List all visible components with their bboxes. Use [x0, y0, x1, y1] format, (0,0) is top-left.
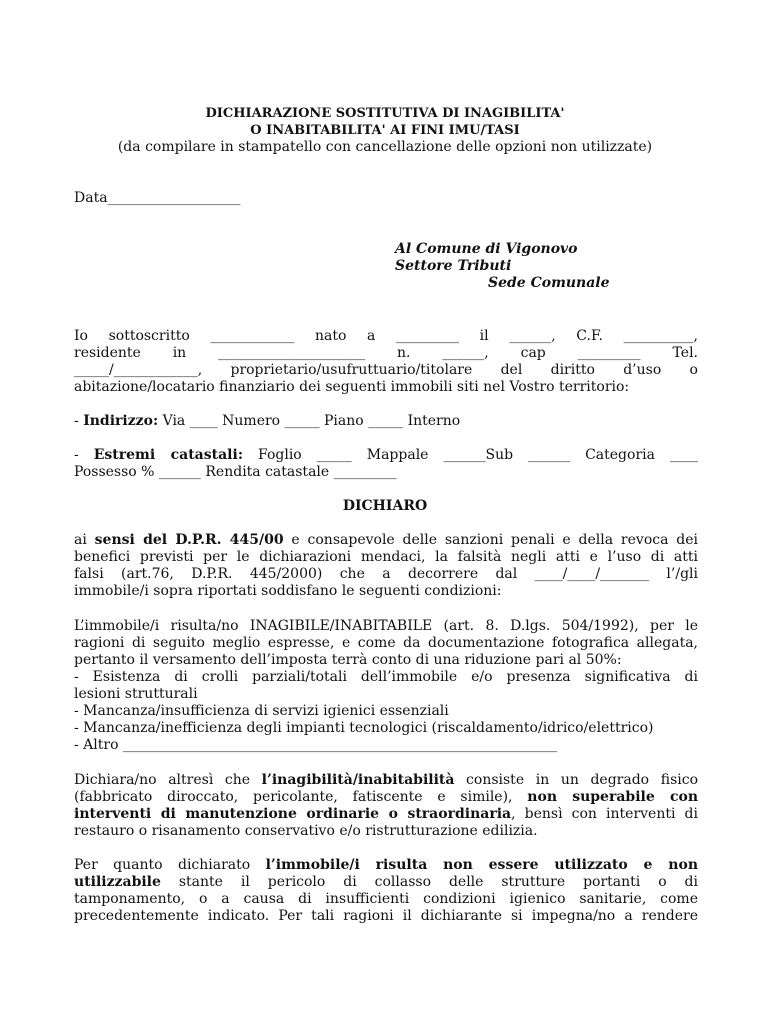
para3-text: consiste in un degrado fisico: [454, 772, 698, 788]
title-line-2: O INABITABILITA' AI FINI IMU/TASI: [250, 123, 520, 138]
para3-line-3: [74, 806, 698, 823]
para1-line-3: falsi (art.76, D.P.R. 445/2000) che a decorrere dal ____/____/_______ l’/gli: [74, 566, 698, 582]
recipient-line-3: Sede Comunale: [488, 275, 610, 291]
declare-heading: DICHIARO: [342, 498, 428, 514]
cadastral-line-1: [74, 447, 698, 464]
para4-line-4: precedentemente indicato. Per tali ragioni il dichiarante si impegna/no a rendere: [74, 908, 698, 924]
para4-bold: l’immobile/i risulta non essere utilizzato e non: [265, 857, 698, 873]
para2-line-7: - Mancanza/inefficienza degli impianti tecnologici (riscaldamento/idrico/elettrico): [74, 720, 654, 736]
para4-line-1: [74, 857, 698, 874]
personal-line-1: Io sottoscritto ____________ nato a _________ il ______, C.F. __________,: [74, 328, 698, 344]
para3-line-1: [74, 772, 698, 789]
address-fields: Via ____ Numero _____ Piano _____ Interno: [158, 413, 461, 429]
para3-text: (fabbricato diroccato, pericolante, fatiscente e simile),: [74, 789, 528, 805]
para2-line-8: - Altro ______________________________________________________________: [74, 737, 557, 753]
para1-bold: sensi del D.P.R. 445/00: [94, 532, 284, 548]
para2-line-2: ragioni di seguito meglio espresse, e come da documentazione fotografica allegata,: [74, 635, 698, 651]
para3-bold: interventi di manutenzione ordinarie o straordinaria: [74, 806, 512, 822]
para3-line-4: restauro o risanamento conservativo e/o ristrutturazione edilizia.: [74, 823, 538, 839]
para3-text: , bensì con interventi di: [511, 806, 698, 822]
para1-line-1: [74, 532, 698, 549]
para3-line-2: [74, 789, 698, 806]
personal-line-3: _____/____________, proprietario/usufruttuario/titolare del diritto d’uso o: [74, 362, 698, 378]
para4-text: Per quanto dichiarato: [74, 857, 266, 873]
para1-line-2: benefici previsti per le dichiarazioni mendaci, la falsità negli atti e l’uso di atti: [74, 549, 698, 565]
date-field: Data___________________: [74, 190, 241, 206]
para2-line-6: - Mancanza/insufficienza di servizi igienici essenziali: [74, 703, 449, 719]
cadastral-prefix: -: [74, 447, 94, 463]
para3-text: Dichiara/no altresì che: [74, 772, 262, 788]
para3-bold: non superabile con: [527, 789, 698, 805]
para4-text: stante il pericolo di collasso delle strutture portanti o di: [160, 874, 698, 890]
para1-text: ai: [74, 532, 95, 548]
address-prefix: -: [74, 413, 84, 429]
para2-line-5: lesioni strutturali: [74, 686, 198, 702]
address-label: Indirizzo:: [83, 413, 159, 429]
para3-bold: l’inagibilità/inabitabilità: [261, 772, 455, 788]
personal-line-4: abitazione/locatario finanziario dei seguenti immobili siti nel Vostro territorio:: [74, 379, 630, 395]
para4-bold: utilizzabile: [74, 874, 161, 890]
recipient-line-2: Settore Tributi: [395, 258, 512, 274]
para2-line-4: - Esistenza di crolli parziali/totali dell’immobile e/o presenza significativa di: [74, 669, 698, 685]
para2-line-3: pertanto il versamento dell’imposta terrà conto di una riduzione pari al 50%:: [74, 652, 622, 668]
para2-line-1: L’immobile/i risulta/no INAGIBILE/INABITABILE (art. 8. D.lgs. 504/1992), per le: [74, 618, 698, 634]
recipient-line-1: Al Comune di Vigonovo: [395, 241, 578, 257]
para1-text: e consapevole delle sanzioni penali e della revoca dei: [283, 532, 699, 548]
subtitle: (da compilare in stampatello con cancellazione delle opzioni non utilizzate): [117, 139, 653, 155]
cadastral-label: Estremi catastali:: [93, 447, 243, 463]
personal-line-2: residente in _____________________ n. ______, cap _________ Tel.: [74, 345, 698, 361]
address-line: [74, 413, 698, 430]
cadastral-fields: Foglio _____ Mappale ______Sub ______ Categoria ____: [242, 447, 698, 463]
para4-line-2: [74, 874, 698, 891]
para1-line-4: immobile/i sopra riportati soddisfano le seguenti condizioni:: [74, 583, 502, 599]
para4-line-3: tamponamento, o a causa di insufficienti condizioni igienico sanitarie, come: [74, 891, 698, 907]
cadastral-line-2: Possesso % ______ Rendita catastale _________: [74, 464, 397, 480]
title-line-1: DICHIARAZIONE SOSTITUTIVA DI INAGIBILITA': [205, 106, 565, 121]
